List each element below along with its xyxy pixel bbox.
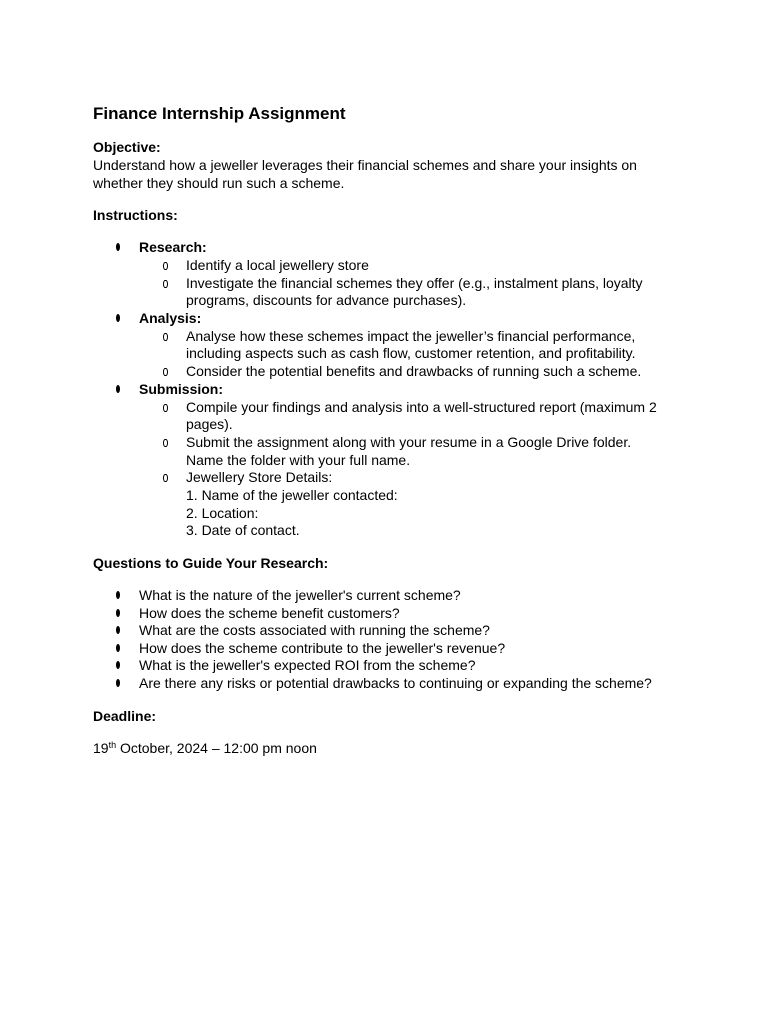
question-item: What is the jeweller's expected ROI from the scheme? — [139, 657, 476, 673]
bullet-icon — [115, 385, 121, 393]
question-item: What are the costs associated with running the scheme? — [139, 622, 490, 638]
sub-bullet-icon — [162, 439, 168, 447]
sub-bullet-icon — [162, 368, 168, 376]
bullet-icon — [115, 314, 121, 322]
question-item: What is the nature of the jeweller's current scheme? — [139, 587, 461, 603]
bullet-icon — [115, 591, 121, 599]
analysis-item-2: Consider the potential benefits and drawbacks of running such a scheme. — [186, 363, 642, 379]
page-title: Finance Internship Assignment — [93, 104, 346, 123]
deadline-day: 19 — [93, 740, 109, 756]
sub-bullet-icon — [162, 262, 168, 270]
research-item-2-line-1: Investigate the financial schemes they offer (e.g., instalment plans, loyalty — [186, 275, 643, 291]
bullet-icon — [115, 644, 121, 652]
submission-item-1-line-2: pages). — [186, 416, 233, 432]
research-item-2-line-2: programs, discounts for advance purchases). — [186, 292, 467, 308]
bullet-icon — [115, 609, 121, 617]
objective-text-line-1: Understand how a jeweller leverages their financial schemes and share your insights on — [93, 157, 637, 173]
research-label: Research: — [139, 239, 207, 255]
submission-item-2-line-2: Name the folder with your full name. — [186, 452, 411, 468]
analysis-item-1-line-1: Analyse how these schemes impact the jeweller’s financial performance, — [186, 328, 636, 344]
bullet-icon — [115, 661, 121, 669]
analysis-item-1-line-2: including aspects such as cash flow, customer retention, and profitability. — [186, 345, 636, 361]
question-item: How does the scheme contribute to the jeweller's revenue? — [139, 640, 506, 656]
store-detail-3: 3. Date of contact. — [186, 522, 300, 538]
submission-item-2-line-1: Submit the assignment along with your resume in a Google Drive folder. — [186, 434, 632, 450]
objective-heading: Objective: — [93, 139, 161, 155]
deadline-text — [93, 740, 317, 758]
store-detail-1: 1. Name of the jeweller contacted: — [186, 487, 398, 503]
instructions-heading: Instructions: — [93, 207, 178, 223]
question-item: How does the scheme benefit customers? — [139, 605, 400, 621]
submission-item-1-line-1: Compile your findings and analysis into a well-structured report (maximum 2 — [186, 399, 657, 415]
sub-bullet-icon — [162, 474, 168, 482]
bullet-icon — [115, 243, 121, 251]
research-item-1: Identify a local jewellery store — [186, 257, 369, 273]
submission-item-3: Jewellery Store Details: — [186, 469, 333, 485]
submission-label: Submission: — [139, 381, 224, 397]
analysis-label: Analysis: — [139, 310, 202, 326]
store-detail-2: 2. Location: — [186, 505, 259, 521]
deadline-heading: Deadline: — [93, 708, 157, 724]
bullet-icon — [115, 679, 121, 687]
question-item: Are there any risks or potential drawbacks to continuing or expanding the scheme? — [139, 675, 652, 691]
sub-bullet-icon — [162, 333, 168, 341]
sub-bullet-icon — [162, 404, 168, 412]
objective-text-line-2: whether they should run such a scheme. — [93, 175, 345, 191]
deadline-day-suffix: th — [108, 740, 117, 750]
bullet-icon — [115, 626, 121, 634]
sub-bullet-icon — [162, 280, 168, 288]
questions-heading: Questions to Guide Your Research: — [93, 555, 329, 571]
deadline-rest: October, 2024 – 12:00 pm noon — [116, 740, 317, 756]
